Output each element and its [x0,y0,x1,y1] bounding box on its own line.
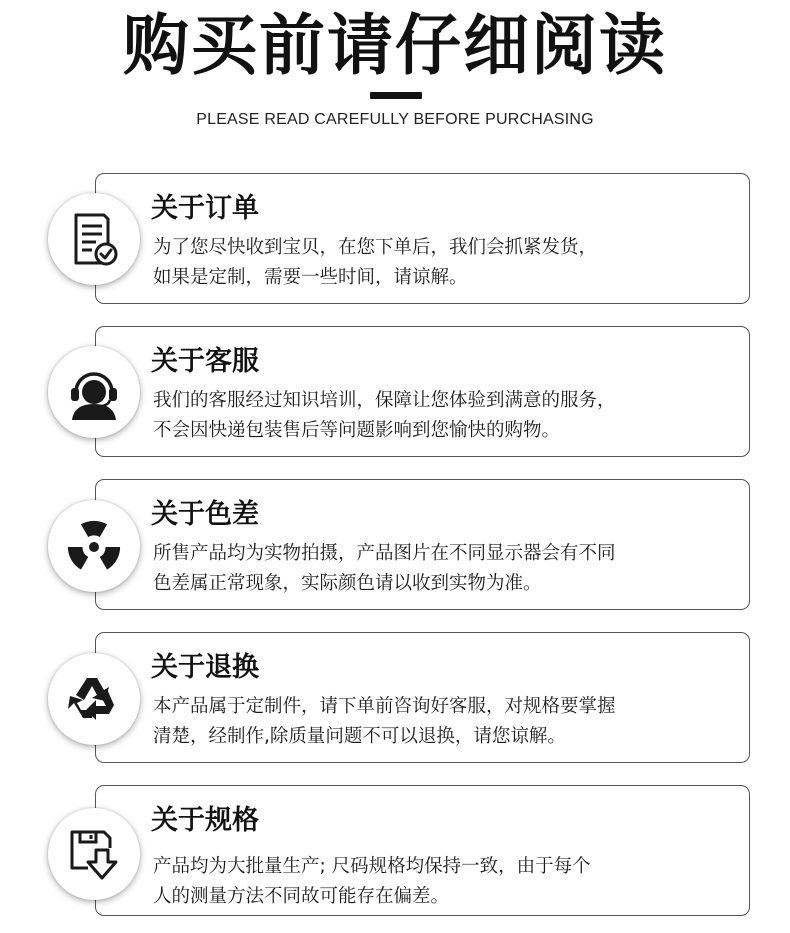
customer-service-icon [48,346,140,438]
section-title: 关于客服 [151,346,259,377]
page-subtitle: PLEASE READ CAREFULLY BEFORE PURCHASING [196,111,594,128]
section-title: 关于订单 [151,193,259,224]
section-text: 本产品属于定制件，请下单前咨询好客服，对规格要掌握 清楚，经制作,除质量问题不可以退换，请您谅解。 [153,696,616,747]
save-download-icon [48,808,140,900]
section-title: 关于退换 [151,652,259,683]
section-specification [95,785,750,916]
section-service [95,326,750,457]
section-returns [95,632,750,763]
page-title: 购买前请仔细阅读 [123,7,667,84]
radiation-icon [48,500,140,592]
section-title: 关于色差 [151,499,259,530]
section-text: 为了您尽快收到宝贝，在您下单后，我们会抓紧发货， 如果是定制，需要一些时间，请谅解。 [153,237,598,288]
recycle-icon [48,653,140,745]
section-color-difference [95,479,750,610]
section-text: 我们的客服经过知识培训，保障让您体验到满意的服务， 不会因快递包装售后等问题影响到您愉快的购物。 [153,390,616,441]
section-text: 所售产品均为实物拍摄，产品图片在不同显示器会有不同 色差属正常现象，实际颜色请以收到实物为准。 [153,543,616,594]
document-check-icon [48,193,140,285]
section-text: 产品均为大批量生产; 尺码规格均保持一致，由于每个 人的测量方法不同故可能存在偏差。 [153,856,591,907]
section-order [95,173,750,304]
title-underline [370,92,422,99]
section-title: 关于规格 [151,805,259,836]
